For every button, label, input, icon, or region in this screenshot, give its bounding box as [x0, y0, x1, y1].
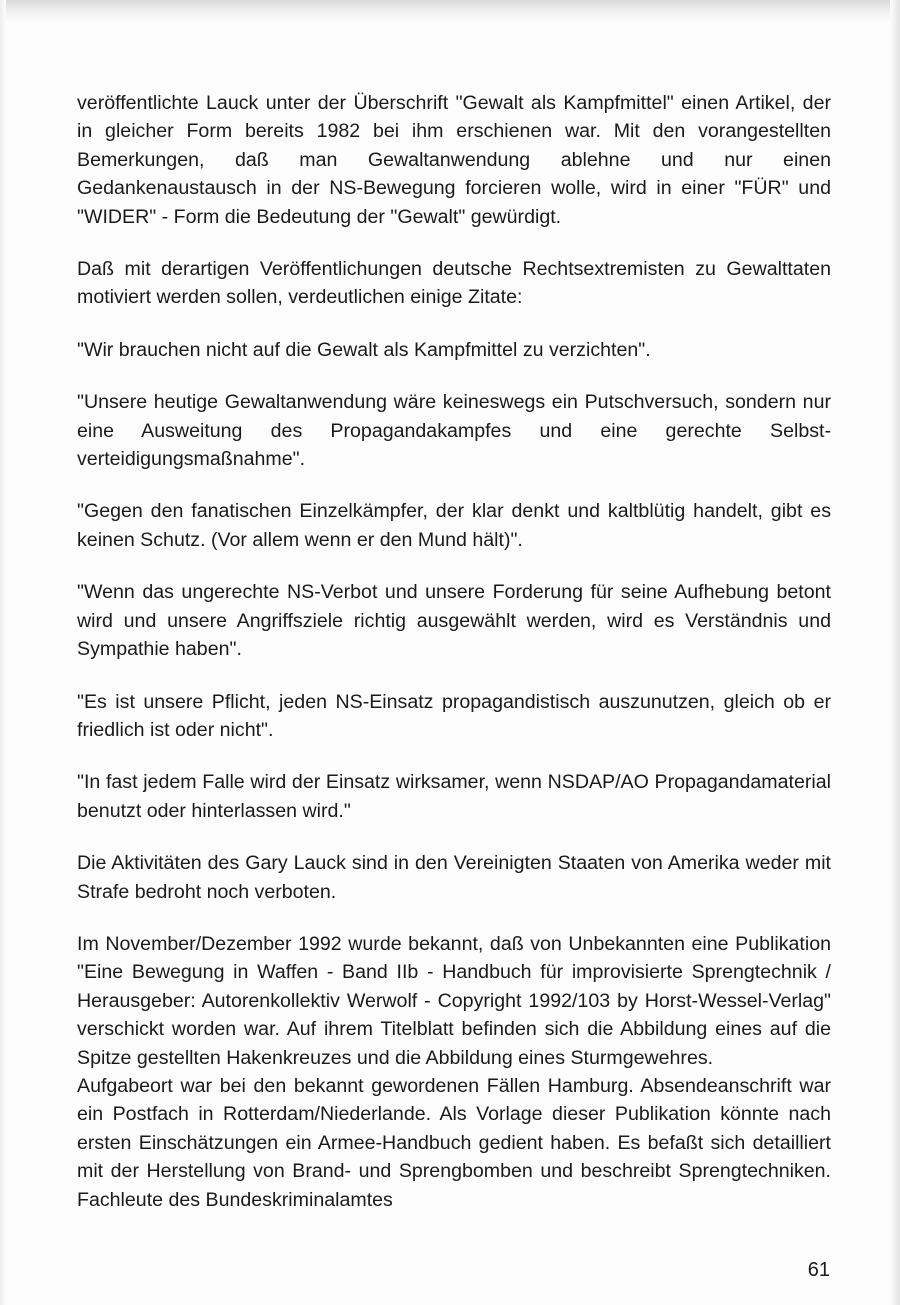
paragraph: Aufgabeort war bei den bekannt gewordenen Fällen Hamburg. Absendeanschrift war ein Postfach in Rotterdam/Niederlande. Als Vorlage dieser Publikation könnte nach ersten Einschätzungen ein Armee-Handbuch gedient haben. Es befaßt sich detailliert mit der Herstellung von Brand- und Sprengbomben und beschreibt Sprengtechniken. Fachleute des Bundeskriminalamtes: [77, 1074, 831, 1211]
quote-paragraph: "Wir brauchen nicht auf die Gewalt als Kampfmittel zu verzichten".: [77, 338, 651, 361]
paragraph: Im November/Dezember 1992 wurde bekannt, daß von Unbekannten eine Publikation "Eine Bewegung in Waffen - Band IIb - Handbuch für improvisierte Sprengtechnik / Herausgeber: Autorenkollektiv Werwolf - Copyright 1992/103 by Horst-Wessel-Verlag" verschickt worden war. Auf ihrem Titelblatt befinden sich die Abbildung eines auf die Spitze gestellten Hakenkreuzes und die Abbildung eines Sturmgewehres.: [77, 932, 831, 1069]
page-number: 61: [807, 1259, 830, 1281]
scan-edge-top: [0, 0, 900, 22]
body-text: [77, 89, 831, 1214]
quote-paragraph: "Wenn das ungerechte NS-Verbot und unsere Forderung für seine Aufhebung betont wird und unsere Angriffsziele richtig ausgewählt werden, wird es Verständnis und Sympathie haben".: [77, 581, 831, 661]
quote-paragraph: "Es ist unsere Pflicht, jeden NS-Einsatz propagandistisch auszunutzen, gleich ob er friedlich ist oder nicht".: [77, 690, 831, 741]
paragraph: Die Aktivitäten des Gary Lauck sind in den Vereinigten Staaten von Amerika weder mit Strafe bedroht noch verboten.: [77, 852, 831, 903]
scan-edge-right: [890, 0, 900, 1305]
paragraph: veröffentlichte Lauck unter der Überschrift "Gewalt als Kampfmittel" einen Artikel, der in gleicher Form bereits 1982 bei ihm erschienen war. Mit den vorangestellten Bemerkungen, daß man Gewaltanwendung ablehne und nur einen Gedankenaustausch in der NS-Bewegung forcieren wolle, wird in einer "FÜR" und "WIDER" - Form die Bedeutung der "Gewalt" gewürdigt.: [77, 92, 831, 228]
quote-paragraph: "In fast jedem Falle wird der Einsatz wirksamer, wenn NSDAP/AO Propagandamaterial benutzt oder hinterlassen wird.": [77, 771, 831, 822]
quote-paragraph: "Unsere heutige Gewaltanwendung wäre keineswegs ein Putschversuch, sondern nur eine Ausweitung des Propagandakampfes und eine gerechte Selbstverteidigungsmaßnahme".: [77, 391, 831, 471]
scan-edge-left: [0, 0, 6, 1305]
paragraph: Daß mit derartigen Veröffentlichungen deutsche Rechtsextremisten zu Gewalttaten motiviert werden sollen, verdeutlichen einige Zitate:: [77, 258, 831, 309]
quote-paragraph: "Gegen den fanatischen Einzelkämpfer, der klar denkt und kaltblütig handelt, gibt es keinen Schutz. (Vor allem wenn er den Mund hält)".: [77, 500, 831, 551]
